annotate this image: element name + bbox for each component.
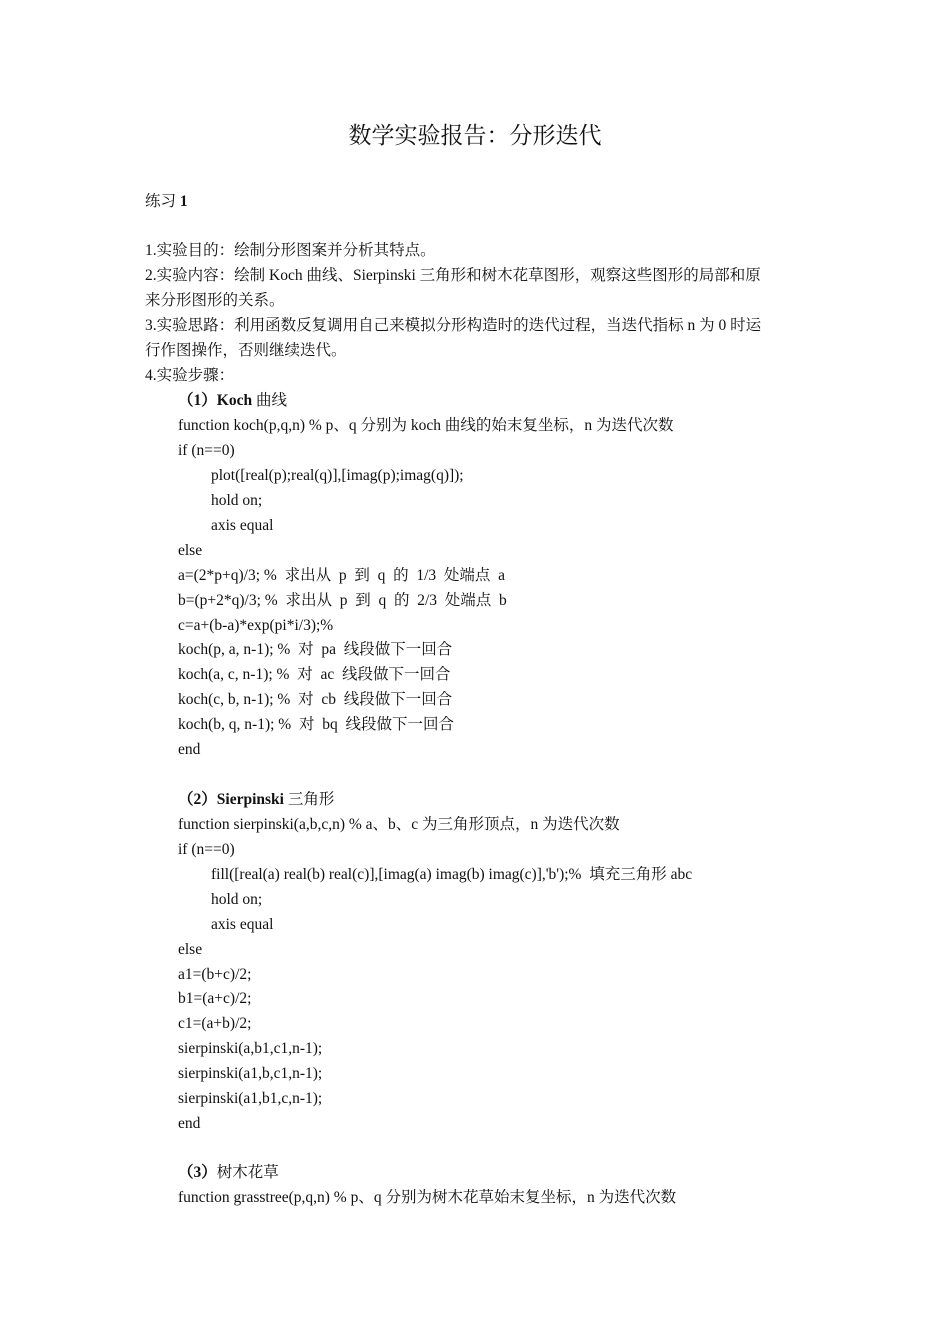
code-line: end <box>178 741 201 758</box>
code-line: fill([real(a) real(b) real(c)],[imag(a) imag(b) imag(c)],'b');% 填充三角形 abc <box>211 866 693 883</box>
code-line: sierpinski(a,b1,c1,n-1); <box>178 1040 323 1057</box>
code-line: end <box>178 1115 201 1132</box>
code-line: function grasstree(p,q,n) % p、q 分别为树木花草始末复坐标，n 为迭代次数 <box>178 1189 677 1206</box>
sierpinski-heading <box>178 789 334 811</box>
code-line: koch(a, c, n-1); % 对 ac 线段做下一回合 <box>178 666 451 683</box>
content-text-line-2: 来分形图形的关系。 <box>145 292 285 309</box>
grasstree-heading-number: （3） <box>178 1164 217 1181</box>
code-line: koch(b, q, n-1); % 对 bq 线段做下一回合 <box>178 716 454 733</box>
code-line: a1=(b+c)/2; <box>178 966 252 983</box>
code-line: function sierpinski(a,b,c,n) % a、b、c 为三角形顶点，n 为迭代次数 <box>178 816 620 833</box>
exercise-number: 1 <box>179 193 188 210</box>
code-line: plot([real(p);real(q)],[imag(p);imag(q)]); <box>211 467 464 484</box>
grasstree-heading <box>178 1162 279 1184</box>
code-line: else <box>178 542 203 559</box>
code-line: hold on; <box>211 891 263 908</box>
code-line: koch(c, b, n-1); % 对 cb 线段做下一回合 <box>178 691 453 708</box>
code-line: c=a+(b-a)*exp(pi*i/3);% <box>178 617 334 634</box>
code-line: else <box>178 941 203 958</box>
steps-heading: 4.实验步骤： <box>145 367 235 384</box>
idea-text-line-1: 3.实验思路：利用函数反复调用自己来模拟分形构造时的迭代过程，当迭代指标 n 为 0 时运 <box>145 317 762 334</box>
exercise-prefix: 练习 <box>145 193 180 210</box>
sierpinski-heading-name: Sierpinski <box>216 791 284 808</box>
sierpinski-heading-number: （2） <box>178 791 217 808</box>
code-line: if (n==0) <box>178 442 235 459</box>
code-line: sierpinski(a1,b,c1,n-1); <box>178 1065 323 1082</box>
code-line: koch(p, a, n-1); % 对 pa 线段做下一回合 <box>178 641 453 658</box>
purpose-text: 1.实验目的：绘制分形图案并分析其特点。 <box>145 242 436 259</box>
code-line: axis equal <box>211 517 274 534</box>
code-line: hold on; <box>211 492 263 509</box>
code-line: a=(2*p+q)/3; % 求出从 p 到 q 的 1/3 处端点 a <box>178 567 506 584</box>
code-line: b=(p+2*q)/3; % 求出从 p 到 q 的 2/3 处端点 b <box>178 592 507 609</box>
code-line: function koch(p,q,n) % p、q 分别为 koch 曲线的始末复坐标，n 为迭代次数 <box>178 417 674 434</box>
sierpinski-heading-suffix: 三角形 <box>283 791 335 808</box>
code-line: c1=(a+b)/2; <box>178 1015 252 1032</box>
koch-heading-suffix: 曲线 <box>252 392 287 409</box>
code-line: sierpinski(a1,b1,c,n-1); <box>178 1090 323 1107</box>
code-line: if (n==0) <box>178 841 235 858</box>
code-line: b1=(a+c)/2; <box>178 990 252 1007</box>
exercise-heading <box>145 191 188 213</box>
grasstree-heading-name: 树木花草 <box>216 1164 279 1181</box>
document-title: 数学实验报告：分形迭代 <box>348 123 602 148</box>
idea-text-line-2: 行作图操作，否则继续迭代。 <box>145 342 347 359</box>
koch-heading-name: Koch <box>216 392 253 409</box>
code-line: axis equal <box>211 916 274 933</box>
content-text-line-1: 2.实验内容：绘制 Koch 曲线、Sierpinski 三角形和树木花草图形，观察这些图形的局部和原 <box>145 267 761 284</box>
koch-heading-number: （1） <box>178 392 217 409</box>
koch-heading <box>178 390 287 412</box>
